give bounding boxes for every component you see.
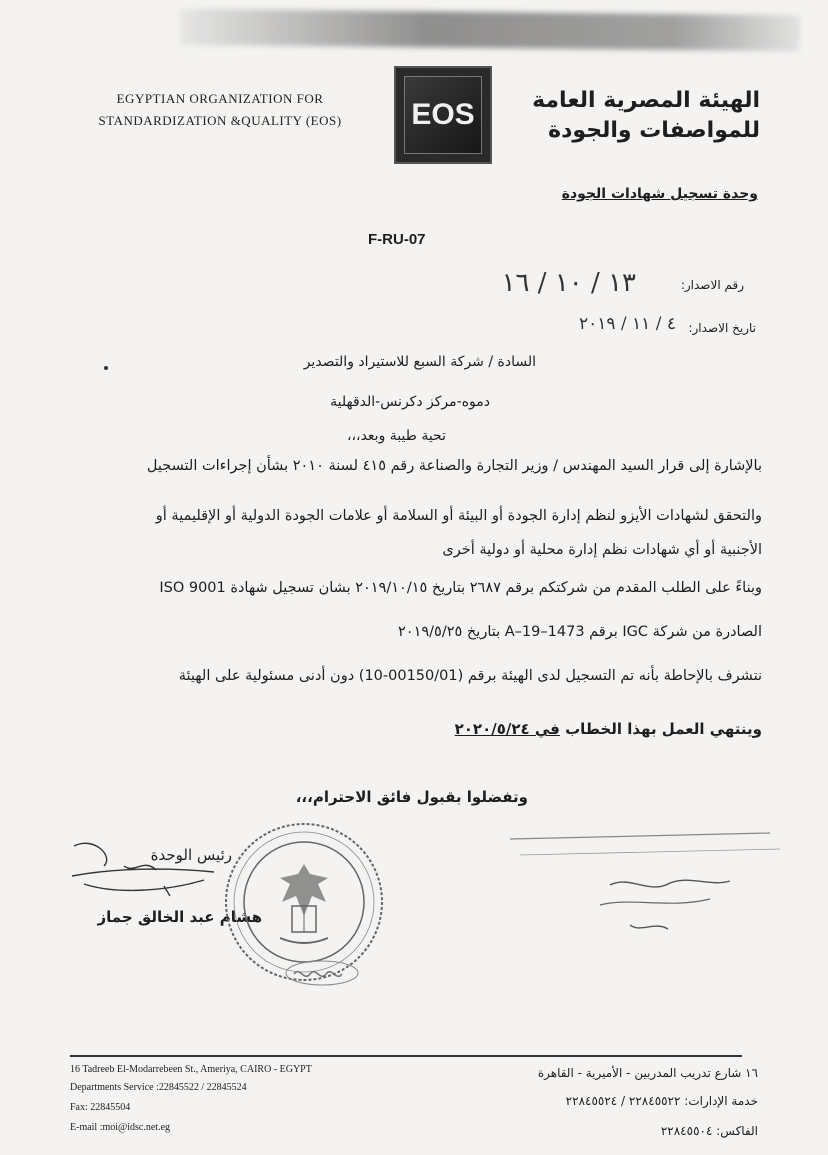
footer-address-en: 16 Tadreeb El-Modarrebeen St., Ameriya, CAIRO - EGYPT: [70, 1064, 312, 1075]
paragraph-1-line-2: والتحقق لشهادات الأيزو لنظم إدارة الجودة أو البيئة أو السلامة أو علامات الجودة الدولية أو الإقليمية أو: [155, 508, 762, 524]
unit-name: وحدة تسجيل شهادات الجودة: [561, 186, 758, 202]
org-name-english: [70, 88, 370, 132]
signatory-title: رئيس الوحدة: [150, 846, 232, 864]
paragraph-1-line-3: الأجنبية أو أي شهادات نظم إدارة محلية أو دولية أخرى: [442, 542, 762, 558]
validity-date: في ٢٠٢٠/٥/٢٤: [454, 720, 560, 738]
paragraph-3-line-2: [455, 720, 762, 738]
issue-number-label: رقم الاصدار:: [680, 278, 744, 292]
margin-dot: [104, 366, 108, 370]
eos-logo: [394, 66, 492, 164]
logo-text: EOS: [411, 98, 475, 131]
footer-address-ar: ١٦ شارع تدريب المدربين - الأميرية - القاهرة: [537, 1066, 758, 1080]
footer-departments-en: Departments Service :22845522 / 22845524: [70, 1082, 247, 1093]
footer-divider: [70, 1055, 742, 1057]
footer-departments-ar: خدمة الإدارات: ٢٢٨٤٥٥٢٢ / ٢٢٨٤٥٥٢٤: [565, 1094, 758, 1108]
issue-date-value: ٤ / ١١ / ٢٠١٩: [578, 314, 676, 334]
issue-number-value: ١٣ / ١٠ / ١٦: [501, 268, 636, 298]
signatory-name: هشام عبد الخالق جماز: [97, 908, 262, 926]
footer-email-en: E-mail :moi@idsc.net.eg: [70, 1122, 171, 1133]
org-name-ar-line1: الهيئة المصرية العامة: [532, 88, 760, 113]
paragraph-2-line-1: وبناءً على الطلب المقدم من شركتكم برقم ٢٦٨٧ بتاريخ ٢٠١٩/١٠/١٥ بشان تسجيل شهادة ISO 9001: [159, 580, 762, 596]
paragraph-2-line-2: الصادرة من شركة IGC برقم 1473–A–19 بتاريخ ٢٠١٩/٥/٢٥: [398, 624, 762, 640]
addressee: السادة / شركة السبع للاستيراد والتصدير: [303, 354, 536, 370]
form-code: F-RU-07: [368, 231, 426, 248]
scan-shadow: [180, 9, 800, 51]
footer-fax-ar: الفاكس: ٢٢٨٤٥٥٠٤: [660, 1124, 758, 1138]
footer-fax-en: Fax: 22845504: [70, 1102, 131, 1113]
paragraph-1-line-1: بالإشارة إلى قرار السيد المهندس / وزير التجارة والصناعة رقم ٤١٥ لسنة ٢٠١٠ بشأن إجراءات التسجيل: [146, 458, 762, 474]
closing-line: وتفضلوا بقبول فائق الاحترام،،،: [295, 788, 528, 806]
org-name-en-line1: EGYPTIAN ORGANIZATION FOR: [116, 91, 324, 106]
org-name-ar-line2: للمواصفات والجودة: [548, 118, 760, 143]
validity-prefix: وينتهي العمل بهذا الخطاب: [559, 720, 762, 738]
org-name-en-line2: STANDARDIZATION &QUALITY (EOS): [98, 113, 342, 128]
salutation: تحية طيبة وبعد،،،: [347, 428, 446, 444]
issue-date-label: تاريخ الاصدار:: [688, 321, 756, 335]
addressee-location: دموه-مركز دكرنس-الدقهلية: [330, 394, 490, 410]
registration-stamp: [490, 825, 790, 955]
stamp-serial: [282, 958, 362, 988]
paragraph-3-line-1: نتشرف بالإحاطة بأنه تم التسجيل لدى الهيئة برقم (00150/01-10) دون أدنى مسئولية على الهيئة: [178, 668, 762, 684]
